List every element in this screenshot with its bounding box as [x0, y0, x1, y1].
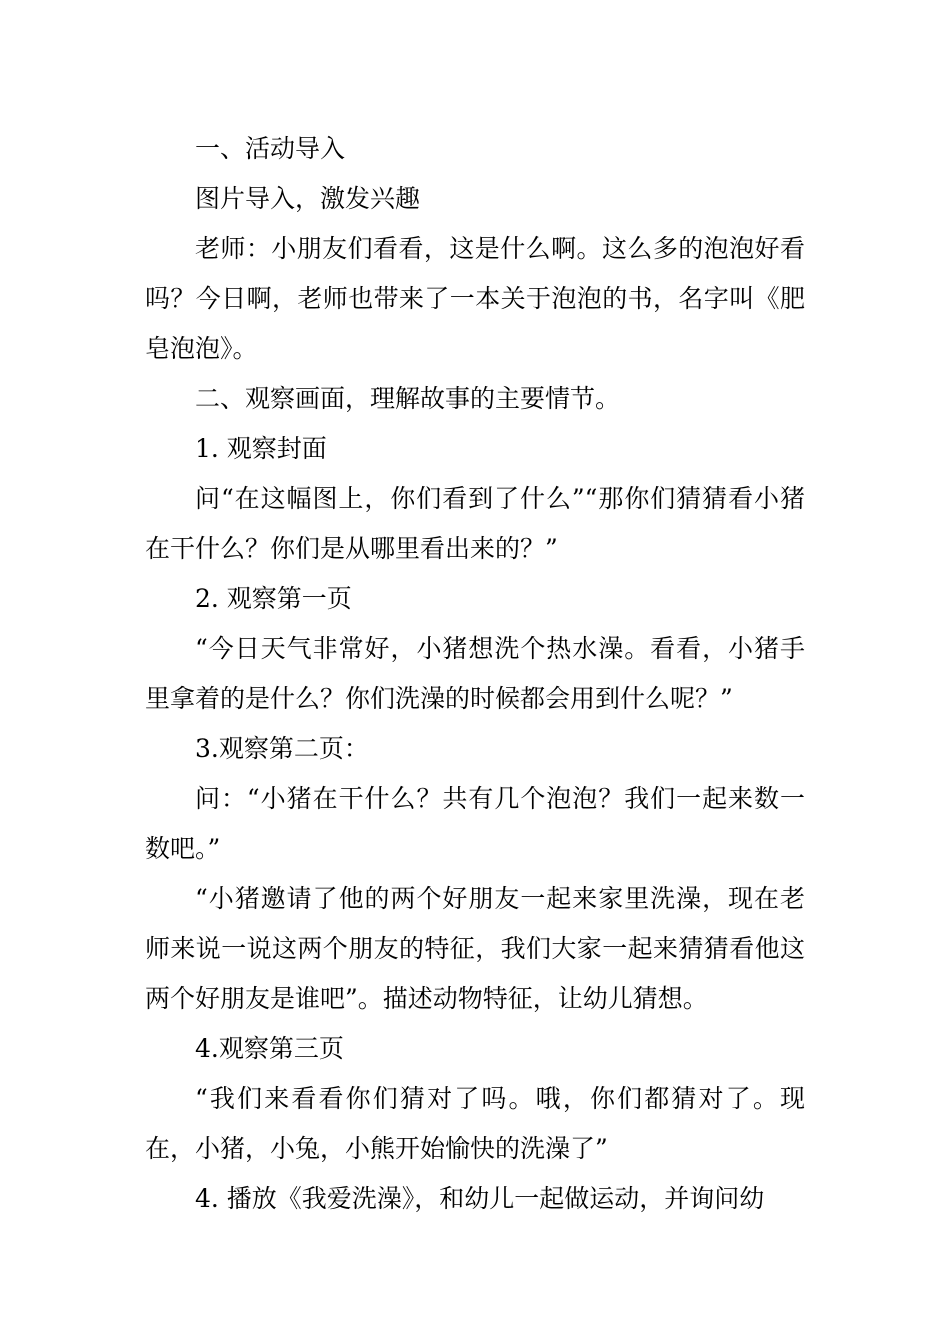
list-item-heading: 1. 观察封面 [195, 434, 327, 463]
paragraph: “我们来看看你们猜对了吗。哦，你们都猜对了。现在，小猪，小兔，小熊开始愉快的洗澡了” [145, 1084, 805, 1163]
paragraph: 问：“小猪在干什么？共有几个泡泡？我们一起来数一数吧。” [145, 784, 805, 863]
paragraph: 4. 播放《我爱洗澡》，和幼儿一起做运动，并询问幼 [195, 1184, 765, 1213]
list-item-heading: 4.观察第三页 [195, 1034, 344, 1063]
document-page [145, 124, 805, 1224]
paragraph: “小猪邀请了他的两个好朋友一起来家里洗澡，现在老师来说一说这两个朋友的特征，我们大家一起来猜猜看他这两个好朋友是谁吧”。描述动物特征，让幼儿猜想。 [145, 884, 805, 1013]
list-item-heading: 2. 观察第一页 [195, 584, 352, 613]
paragraph: 老师：小朋友们看看，这是什么啊。这么多的泡泡好看吗？今日啊，老师也带来了一本关于泡泡的书，名字叫《肥皂泡泡》。 [145, 234, 805, 363]
section-heading-2: 二、观察画面，理解故事的主要情节。 [195, 384, 621, 413]
paragraph: 问“在这幅图上，你们看到了什么”“那你们猜猜看小猪在干什么？你们是从哪里看出来的？” [145, 484, 805, 563]
subheading: 图片导入，激发兴趣 [195, 184, 421, 213]
section-heading-1: 一、活动导入 [195, 134, 346, 163]
paragraph: “今日天气非常好，小猪想洗个热水澡。看看，小猪手里拿着的是什么？你们洗澡的时候都会用到什么呢？” [145, 634, 805, 713]
list-item-heading: 3.观察第二页： [195, 734, 369, 763]
